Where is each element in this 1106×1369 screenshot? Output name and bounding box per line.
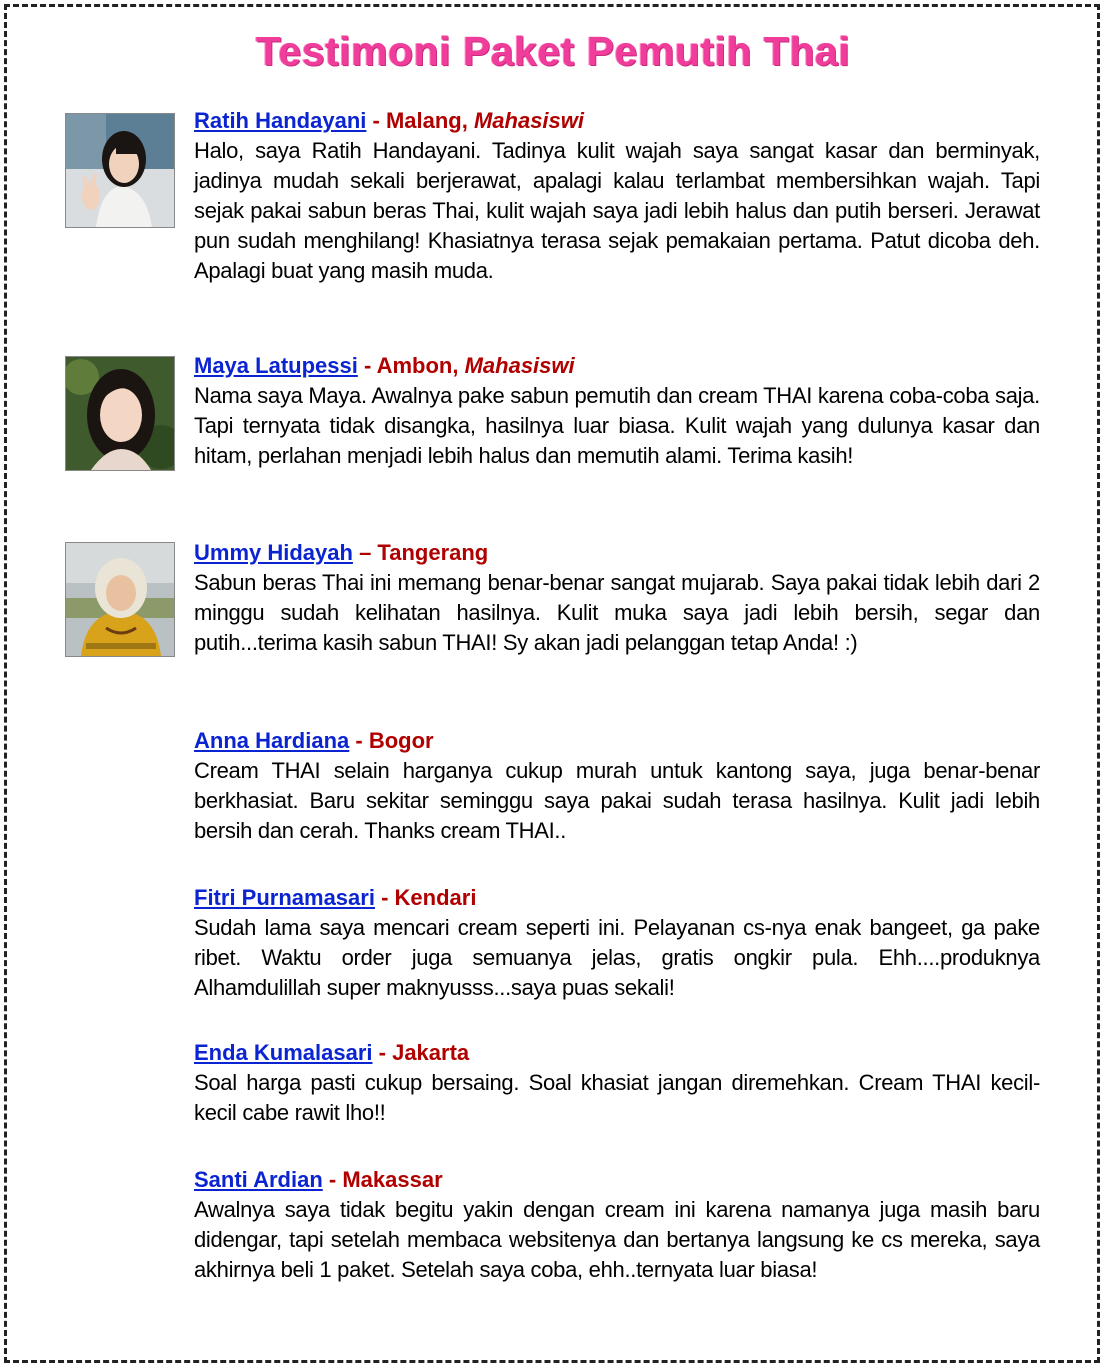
- testimonial-text: Cream THAI selain harganya cukup murah untuk kantong saya, juga benar-benar berkhasiat. Baru sekitar seminggu saya pakai sudah terasa hasilnya. Kulit jadi lebih bersih dan cerah. Thanks cream THAI..: [194, 758, 1040, 843]
- testimonial-header: [194, 1038, 1040, 1068]
- testimonial-header: [194, 351, 1040, 381]
- photo-ratih: [66, 114, 174, 227]
- location: Malang,: [385, 108, 474, 133]
- separator: -: [349, 728, 369, 753]
- separator: -: [366, 108, 386, 133]
- testimonial-enda: [194, 1038, 1040, 1128]
- testimonial-text: Halo, saya Ratih Handayani. Tadinya kulit wajah saya sangat kasar dan berminyak, jadinya mudah sekali berjerawat, apalagi kalau terlambat membersihkan wajah. Tapi sejak pakai sabun beras Thai, kulit wajah saya jadi lebih halus dan putih berseri. Jerawat pun sudah menghilang! Khasiatnya terasa sejak pemakaian pertama. Patut dicoba deh. Apalagi buat yang masih muda.: [194, 138, 1040, 283]
- testimonial-anna: [194, 726, 1040, 846]
- testimonial-ratih: [194, 106, 1040, 286]
- location: Bogor: [368, 728, 434, 753]
- photo-maya: [66, 357, 174, 470]
- separator: -: [357, 353, 377, 378]
- testimonial-text: Sudah lama saya mencari cream seperti ini. Pelayanan cs-nya enak bangeet, ga pake ribet. Waktu order juga semuanya jelas, gratis ongkir pula. Ehh....produknya Alhamdulillah super maknyusss...saya puas sekali!: [194, 915, 1040, 1000]
- testimonial-header: [194, 538, 1040, 568]
- testimonial-ummy: [194, 538, 1040, 658]
- testimonial-fitri: [194, 883, 1040, 1003]
- location: Jakarta: [392, 1040, 470, 1065]
- name-link[interactable]: Anna Hardiana: [194, 728, 350, 753]
- occupation: Mahasiswi: [464, 353, 575, 378]
- separator: -: [372, 1040, 393, 1065]
- testimonial-santi: [194, 1165, 1040, 1285]
- testimonial-text: Awalnya saya tidak begitu yakin dengan cream ini karena namanya juga masih baru didengar, tapi setelah membaca websitenya dan bertanya langsung ke cs mereka, saya akhirnya beli 1 paket. Setelah saya coba, ehh..ternyata luar biasa!: [194, 1197, 1040, 1282]
- location: Makassar: [342, 1167, 443, 1192]
- name-link[interactable]: Ratih Handayani: [194, 108, 367, 133]
- woman-peace-sign-photo: [66, 114, 174, 227]
- name-link[interactable]: Santi Ardian: [194, 1167, 323, 1192]
- photo-ummy: [66, 543, 174, 656]
- testimonial-header: [194, 883, 1040, 913]
- testimonial-header: [194, 726, 1040, 756]
- testimonial-header: [194, 1165, 1040, 1195]
- name-link[interactable]: Enda Kumalasari: [194, 1040, 373, 1065]
- location: Tangerang: [377, 540, 489, 565]
- separator: –: [352, 540, 378, 565]
- name-link[interactable]: Maya Latupessi: [194, 353, 358, 378]
- woman-hijab-photo: [66, 543, 174, 656]
- location: Kendari: [394, 885, 477, 910]
- occupation: Mahasiswi: [473, 108, 584, 133]
- separator: -: [374, 885, 395, 910]
- location: Ambon,: [376, 353, 465, 378]
- testimonial-text: Soal harga pasti cukup bersaing. Soal khasiat jangan diremehkan. Cream THAI kecil-kecil cabe rawit lho!!: [194, 1070, 1040, 1125]
- name-link[interactable]: Ummy Hidayah: [194, 540, 353, 565]
- page-title: Testimoni Paket Pemutih Thai: [255, 28, 851, 74]
- testimonial-maya: [194, 351, 1040, 471]
- testimonial-text: Nama saya Maya. Awalnya pake sabun pemutih dan cream THAI karena coba-coba saja. Tapi ternyata tidak disangka, hasilnya luar biasa. Kulit wajah yang dulunya kasar dan hitam, perlahan menjadi lebih halus dan memutih alami. Terima kasih!: [194, 383, 1040, 468]
- testimonial-header: [194, 106, 1040, 136]
- testimonial-text: Sabun beras Thai ini memang benar-benar sangat mujarab. Saya pakai tidak lebih dari 2 minggu sudah kelihatan hasilnya. Kulit muka saya jadi lebih bersih, segar dan putih...terima kasih sabun THAI! Sy akan jadi pelanggan tetap Anda! :): [194, 570, 1040, 655]
- separator: -: [322, 1167, 343, 1192]
- woman-smiling-photo: [66, 357, 174, 470]
- name-link[interactable]: Fitri Purnamasari: [194, 885, 375, 910]
